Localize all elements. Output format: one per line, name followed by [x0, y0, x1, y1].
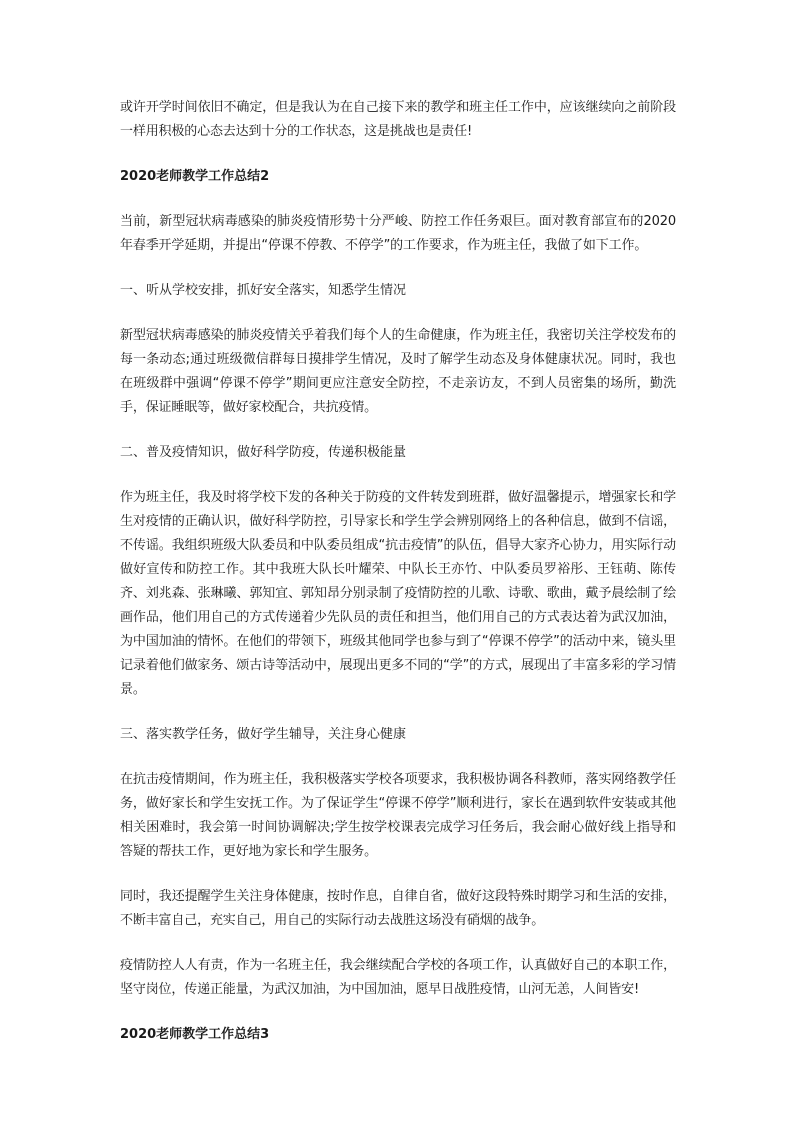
paragraph: 同时，我还提醒学生关注身体健康，按时作息，自律自省，做好这段特殊时期学习和生活的安排，不断丰富自己，充实自己，用自己的实际行动去战胜这场没有硝烟的战争。 [120, 889, 676, 928]
article-title: 2020老师教学工作总结2 [120, 169, 270, 184]
section-heading: 二、普及疫情知识，做好科学防疫，传递积极能量 [120, 445, 407, 460]
document-body [120, 96, 676, 1068]
section-heading: 一、听从学校安排，抓好安全落实，知悉学生情况 [120, 283, 407, 298]
paragraph: 新型冠状病毒感染的肺炎疫情关乎着我们每个人的生命健康，作为班主任，我密切关注学校发布的每一条动态;通过班级微信群每日摸排学生情况，及时了解学生动态及身体健康状况。同时，我也在班级群中强调“停课不停学”期间更应注意安全防控，不走亲访友，不到人员密集的场所，勤洗手，保证睡眠等，做好家校配合，共抗疫情。 [120, 328, 676, 415]
paragraph: 疫情防控人人有责，作为一名班主任，我会继续配合学校的各项工作，认真做好自己的本职工作，坚守岗位，传递正能量，为武汉加油，为中国加油，愿早日战胜疫情，山河无恙，人间皆安! [120, 958, 676, 997]
article-title: 2020老师教学工作总结3 [120, 1027, 270, 1042]
paragraph: 或许开学时间依旧不确定，但是我认为在自己接下来的教学和班主任工作中，应该继续向之前阶段一样用积极的心态去达到十分的工作状态，这是挑战也是责任! [120, 100, 676, 139]
paragraph: 在抗击疫情期间，作为班主任，我积极落实学校各项要求，我积极协调各科教师，落实网络教学任务，做好家长和学生安抚工作。为了保证学生“停课不停学”顺利进行，家长在遇到软件安装或其他相关困难时，我会第一时间协调解决;学生按学校课表完成学习任务后，我会耐心做好线上指导和答疑的帮扶工作，更好地为家长和学生服务。 [120, 772, 676, 859]
section-heading: 三、落实教学任务，做好学生辅导，关注身心健康 [120, 727, 407, 742]
paragraph: 当前，新型冠状病毒感染的肺炎疫情形势十分严峻、防控工作任务艰巨。面对教育部宣布的2020年春季开学延期，并提出“停课不停教、不停学”的工作要求，作为班主任，我做了如下工作。 [120, 214, 676, 253]
paragraph: 作为班主任，我及时将学校下发的各种关于防疫的文件转发到班群，做好温馨提示，增强家长和学生对疫情的正确认识，做好科学防控，引导家长和学生学会辨别网络上的各种信息，做到不信谣，不传谣。我组织班级大队委员和中队委员组成“抗击疫情”的队伍，倡导大家齐心协力，用实际行动做好宣传和防控工作。其中我班大队长叶耀荣、中队长王亦竹、中队委员罗裕彤、王钰萌、陈传齐、刘兆森、张琳曦、郭知宜、郭知昂分别录制了疫情防控的儿歌、诗歌、歌曲，戴予晨绘制了绘画作品，他们用自己的方式传递着少先队员的责任和担当，他们用自己的方式表达着为武汉加油，为中国加油的情怀。在他们的带领下，班级其他同学也参与到了“停课不停学”的活动中来，镜头里记录着他们做家务、颂古诗等活动中，展现出更多不同的“学”的方式，展现出了丰富多彩的学习情景。 [120, 490, 676, 697]
